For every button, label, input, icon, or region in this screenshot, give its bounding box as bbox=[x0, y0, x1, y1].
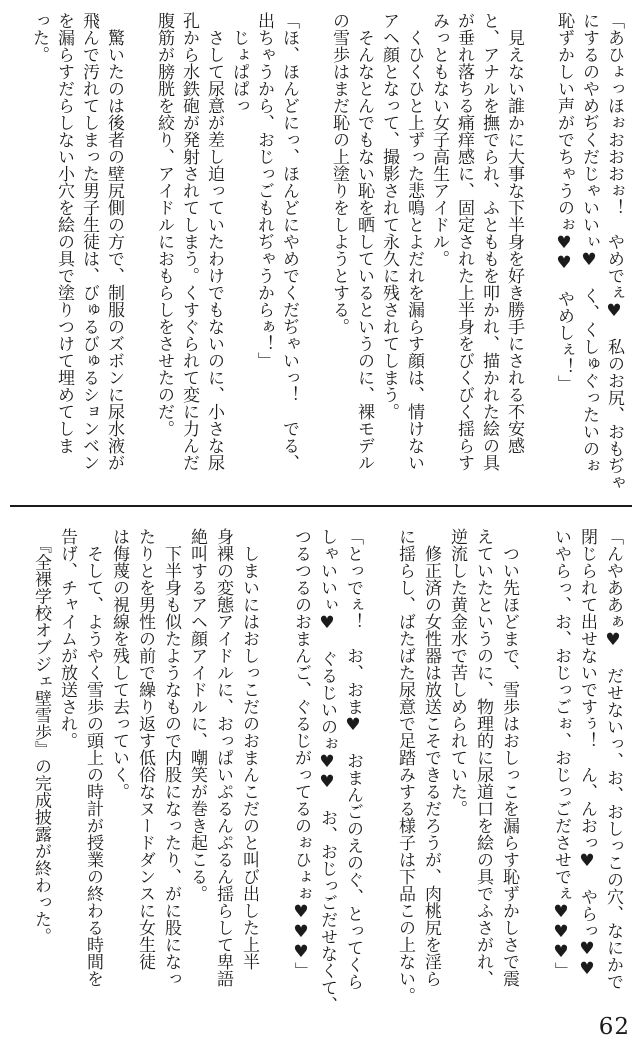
text-column: 飛んで汚れてしまった男子生徒は、びゅるびゅるションベン bbox=[79, 12, 99, 471]
text-column: の雪歩はまだ恥の上塗りをしようとする。 bbox=[329, 12, 349, 335]
text-column: つるつるのおまんご、ぐるじがってるのぉひょぉ♥♥♥」 bbox=[291, 528, 311, 979]
text-column: そして、ようやく雪歩の頭上の時計が授業の終わる時間を bbox=[83, 528, 103, 987]
text-column: にするのやめぢくだじゃいいぃ♥ く、くしゅぐったいのぉ bbox=[579, 12, 599, 474]
section-divider-rule bbox=[10, 505, 632, 507]
text-column: った。 bbox=[29, 12, 49, 63]
text-column: たりとを男性の前で繰り返す低俗なヌードダンスに女生徒 bbox=[135, 528, 155, 970]
text-column: さして尿意が差し迫っていたわけでもないのに、小さな尿 bbox=[204, 12, 224, 471]
text-column: と、アナルを撫でられ、ふとももを叩かれ、描かれた絵の具 bbox=[479, 12, 499, 471]
text-column: 告げ、チャイムが放送され。 bbox=[57, 528, 77, 749]
text-column: 「とっでぇ！ お、おま♥ おまんごのえのぐ、とってくら bbox=[343, 528, 363, 990]
text-column: 逆流した黄金水で苦しめられていた。 bbox=[447, 528, 467, 817]
text-column: 「あひょっほぉおおおぉ！ やめでぇ♥ 私のお尻、おもぢゃ bbox=[604, 12, 624, 491]
text-column: 孔から水鉄砲が発射されてしまう。くすぐられて変に力んだ bbox=[179, 12, 199, 471]
bottom-text-block bbox=[28, 528, 626, 1013]
text-column: しゃいいぃ♥ ぐるじいのぉ♥♥ お、おじっごだせなくて、 bbox=[317, 528, 337, 1013]
text-column: しまいにはおしっこだのおまんこだのと叫び出した上半 bbox=[239, 528, 259, 970]
text-column: 下半身も似たようなもので内股になったり、がに股になっ bbox=[161, 528, 181, 987]
text-column: いやらっ、お、おじっごぉ、おじっごださせでぇ♥♥♥」 bbox=[551, 528, 571, 979]
text-column: 『全裸学校オブジェ壁雪歩』の完成披露が終わった。 bbox=[31, 528, 51, 945]
text-column: 驚いたのは後者の壁尻側の方で、制服のズボンに尿水液が bbox=[104, 12, 124, 471]
text-column: 見えない誰かに大事な下半身を好き勝手にされる不安感 bbox=[504, 12, 524, 454]
text-column: そんなとんでもない恥を晒しているというのに、裸モデル bbox=[354, 12, 374, 471]
text-column: じょぱぱっ bbox=[229, 12, 249, 114]
text-column: アヘ顔となって、撮影されて永久に残されてしまう。 bbox=[379, 12, 399, 420]
text-column: 閉じられて出せないですぅ！ ん、んおっ♥ やらっ♥♥ bbox=[577, 528, 597, 979]
text-column: 恥ずかしい声がでちゃうのぉ♥♥ やめしぇ！」 bbox=[554, 12, 574, 392]
text-column: 絶叫するアヘ顔アイドルに、嘲笑が巻き起こる。 bbox=[187, 528, 207, 902]
text-column: を漏らすだらしない小穴を絵の具で塗りつけて埋めてしま bbox=[54, 12, 74, 454]
text-column: 腹筋が膀胱を絞り、アイドルにおもらしをさせたのだ。 bbox=[154, 12, 174, 437]
text-column: 「ほ、ほんどにっ、ほんどにやめでくだぢゃいっ！ でる、 bbox=[279, 12, 299, 471]
text-column: 出ちゃうから、おじっごもれぢゃうからぁ！」 bbox=[254, 12, 274, 369]
text-column: 修正済の女性器は放送こそできるだろうが、肉桃尻を淫ら bbox=[421, 528, 441, 987]
page-number: 62 bbox=[598, 1014, 630, 1040]
text-column: くひくひと上ずった悲鳴とよだれを漏らす顔は、情けない bbox=[404, 12, 424, 471]
text-column: みっともない女子高生アイドル。 bbox=[429, 12, 449, 267]
top-text-block bbox=[26, 12, 626, 491]
text-column: に揺らし、ばたばた尿意で足踏みする様子は下品この上ない。 bbox=[395, 528, 415, 1004]
text-column: 身裸の変態アイドルに、おっぱいぷるんぷるん揺らして卑語 bbox=[213, 528, 233, 987]
text-column: 「んやああぁ♥ だせないっ、お、おしっこの穴、なにかで bbox=[603, 528, 623, 990]
text-column: が垂れ落ちる痛痒感に、固定された上半身をびくびく揺らす bbox=[454, 12, 474, 471]
text-column: は侮蔑の視線を残して去っていく。 bbox=[109, 528, 129, 800]
text-column: つい先ほどまで、雪歩はおしっこを漏らす恥ずかしさで震 bbox=[499, 528, 519, 987]
text-column: えていたというのに、物理的に尿道口を絵の具でふさがれ、 bbox=[473, 528, 493, 987]
